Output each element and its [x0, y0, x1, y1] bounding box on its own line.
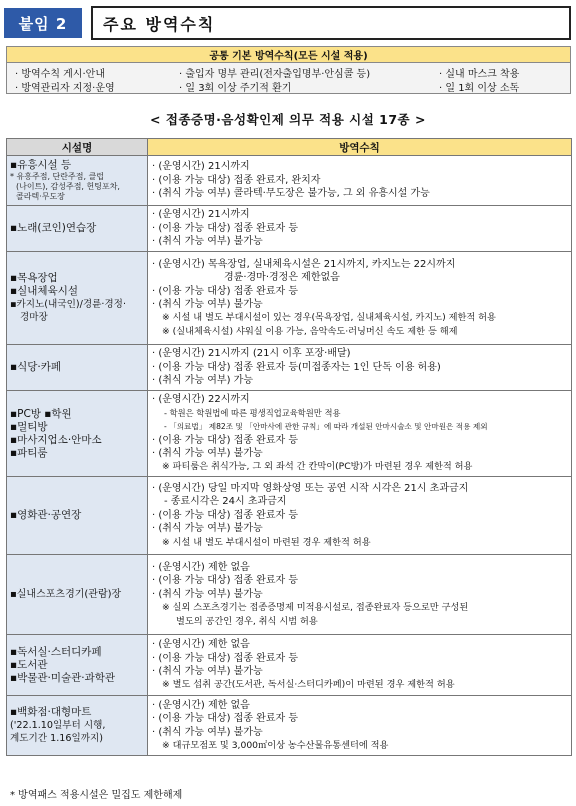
- common-rule-item: · 방역수칙 게시·안내: [15, 69, 105, 80]
- facility-name: ▪카지노(내국인)/경륜·경정·: [10, 299, 126, 310]
- table-row: [7, 391, 572, 477]
- measures-cell: [148, 555, 572, 635]
- measure-note: 별도의 공간인 경우, 취식 시범 허용: [176, 615, 318, 627]
- table-row: [7, 477, 572, 555]
- facility-name: ▪파티룸: [10, 446, 48, 459]
- measure-line: · (취식 가능 여부) 불가능: [152, 726, 263, 738]
- measure-line: · (운영시간) 제한 없음: [152, 561, 250, 573]
- facility-name: ▪마사지업소·안마소: [10, 433, 102, 446]
- measure-line: · (운영시간) 21시까지: [152, 161, 250, 173]
- measure-line: - 종료시각은 24시 초과금지: [164, 496, 287, 508]
- measures-cell: [148, 252, 572, 345]
- table-header-row: [7, 139, 572, 156]
- measure-line: · (이용 가능 대상) 접종 완료자 등: [152, 285, 298, 297]
- facility-note: * 유흥주점, 단란주점, 클럽: [10, 172, 104, 181]
- facility-cell: [7, 696, 148, 756]
- measure-line: · (취식 가능 여부) 가능: [152, 375, 253, 387]
- measures-cell: [148, 156, 572, 206]
- table-row: [7, 252, 572, 345]
- measure-line: · (운영시간) 21시까지 (21시 이후 포장·배달): [152, 348, 351, 360]
- measure-note: ※ 파티룸은 취식가능, 그 외 좌석 간 칸막이(PC방)가 마련된 경우 제한적 허용: [162, 461, 473, 473]
- facility-name: ▪실내스포츠경기(관람)장: [10, 589, 122, 600]
- facility-name: ▪노래(코인)연습장: [10, 222, 97, 234]
- measure-line: · (이용 가능 대상) 접종 완료자 등(미접종자는 1인 단독 이용 허용): [152, 361, 441, 373]
- measure-note: ※ 대규모점포 및 3,000㎡이상 농수산물유통센터에 적용: [162, 739, 389, 751]
- measure-line: · (취식 가능 여부) 불가능: [152, 588, 263, 600]
- facility-rules-table: [6, 138, 572, 756]
- measure-note: ※ 시설 내 별도 부대시설이 마련된 경우 제한적 허용: [162, 536, 371, 548]
- measure-note: ※ (실내체육시설) 샤워실 이용 가능, 음악속도·러닝머신 속도 제한 등 해제: [162, 325, 458, 337]
- facility-cell: [7, 477, 148, 555]
- facility-name: ▪식당·카페: [10, 361, 62, 373]
- column-header-facility: 시설명: [7, 139, 148, 156]
- footnote: * 방역패스 적용시설은 밀집도 제한해제: [10, 790, 183, 801]
- facility-name: ('22.1.10일부터 시행,: [10, 720, 106, 731]
- measure-line: · (운영시간) 21시까지: [152, 209, 250, 221]
- table-row: [7, 206, 572, 252]
- measure-line: · (취식 가능 여부) 불가능: [152, 236, 263, 248]
- table-row: [7, 345, 572, 391]
- measures-cell: [148, 345, 572, 391]
- facility-name: ▪독서실·스터디카페: [10, 645, 102, 658]
- measure-line: · (취식 가능 여부) 불가능: [152, 666, 263, 677]
- measures-cell: [148, 635, 572, 696]
- measure-subnote: - 학원은 학원법에 따른 평생직업교육학원만 적용: [164, 407, 341, 418]
- common-rule-item: · 일 1회 이상 소독: [439, 83, 520, 94]
- measure-note: ※ 별도 섭취 공간(도서관, 독서실·스터디카페)이 마련된 경우 제한적 허용: [162, 679, 455, 691]
- common-rule-item: · 출입자 명부 관리(전자출입명부·안심콜 등): [179, 69, 371, 80]
- measures-cell: [148, 206, 572, 252]
- facility-cell: [7, 391, 148, 477]
- measure-line: · (이용 가능 대상) 접종 완료자 등: [152, 652, 298, 664]
- measure-line: · (운영시간) 제한 없음: [152, 699, 250, 711]
- measure-line: · (이용 가능 대상) 접종 완료자 등: [152, 222, 298, 234]
- facility-name: ▪실내체육시설: [10, 285, 78, 297]
- table-row: [7, 696, 572, 756]
- facility-name: ▪PC방 ▪학원: [10, 407, 72, 420]
- measure-note: ※ 실외 스포츠경기는 접종증명제 미적용시설로, 접종완료자 등으로만 구성된: [162, 602, 469, 614]
- measure-line: · (이용 가능 대상) 접종 완료자 등: [152, 509, 298, 521]
- measures-cell: [148, 477, 572, 555]
- measure-note: ※ 시설 내 별도 부대시설이 있는 경우(목욕장업, 실내체육시설, 카지노) 제한적 허용: [162, 312, 496, 324]
- measure-line: · (취식 가능 여부) 불가능: [152, 523, 263, 535]
- facility-cell: [7, 252, 148, 345]
- table-row: [7, 156, 572, 206]
- common-rule-item: · 일 3회 이상 주기적 환기: [179, 83, 292, 94]
- common-rule-item: · 방역관리자 지정·운영: [15, 83, 115, 94]
- measure-line: · (이용 가능 대상) 접종 완료자 등: [152, 434, 298, 446]
- facility-cell: [7, 555, 148, 635]
- common-rules-heading: 공통 기본 방역수칙(모든 시설 적용): [7, 47, 570, 63]
- measures-cell: [148, 696, 572, 756]
- facility-name: ▪도서관: [10, 658, 48, 671]
- measure-line: · (취식 가능 여부) 불가능: [152, 299, 263, 310]
- header: [0, 0, 576, 40]
- measure-line: · (운영시간) 제한 없음: [152, 639, 250, 651]
- facility-cell: [7, 345, 148, 391]
- measures-cell: [148, 391, 572, 477]
- facility-cell: [7, 635, 148, 696]
- measure-subnote: - 「의료법」 제82조 및 「안마사에 관한 규칙」에 따라 개설된 안마시술소 및 안마원은 적용 제외: [164, 422, 488, 432]
- facility-name: ▪백화점·대형마트: [10, 706, 92, 718]
- facility-cell: [7, 156, 148, 206]
- facility-name: ▪목욕장업: [10, 272, 58, 284]
- measure-line: · (이용 가능 대상) 접종 완료자 등: [152, 713, 298, 725]
- measure-line: 경륜·경마·경정은 제한없음: [224, 272, 340, 284]
- measure-line: · (이용 가능 대상) 접종 완료자 등: [152, 575, 298, 587]
- facility-note: (나이트), 감성주점, 헌팅포차,: [16, 182, 120, 191]
- facility-name: ▪영화관·공연장: [10, 509, 82, 521]
- common-rules-box: [6, 46, 571, 94]
- column-header-measures: 방역수칙: [148, 139, 572, 156]
- table-row: [7, 555, 572, 635]
- facility-cell: [7, 206, 148, 252]
- table-row: [7, 635, 572, 696]
- facility-name: ▪박물관·미술관·과학관: [10, 671, 116, 684]
- facility-name: ▪멀티방: [10, 420, 48, 433]
- measure-line: · (취식 가능 여부) 콜라텍·무도장은 불가능, 그 외 유흥시설 가능: [152, 188, 430, 200]
- measure-line: · (이용 가능 대상) 접종 완료자, 완치자: [152, 174, 321, 186]
- measure-line: · (운영시간) 목욕장업, 실내체육시설은 21시까지, 카지노는 22시까지: [152, 258, 456, 270]
- common-rule-item: · 실내 마스크 착용: [439, 69, 520, 80]
- facility-name: 계도기간 1.16일까지): [10, 733, 104, 744]
- facility-name: ▪유흥시설 등: [10, 159, 72, 171]
- facility-name: 경마장: [20, 312, 48, 323]
- measure-line: · (취식 가능 여부) 불가능: [152, 447, 263, 459]
- measure-line: · (운영시간) 당일 마지막 영화상영 또는 공연 시작 시각은 21시 초과금지: [152, 482, 469, 494]
- common-rules-list: [7, 63, 570, 93]
- facility-note: 콜라텍·무도장: [16, 192, 65, 201]
- attachment-badge: 붙임 2: [4, 8, 82, 38]
- measure-line: · (운영시간) 22시까지: [152, 394, 250, 406]
- section-subtitle: < 접종증명·음성확인제 의무 적용 시설 17종 >: [150, 112, 426, 127]
- page-title: 주요 방역수칙: [91, 6, 571, 40]
